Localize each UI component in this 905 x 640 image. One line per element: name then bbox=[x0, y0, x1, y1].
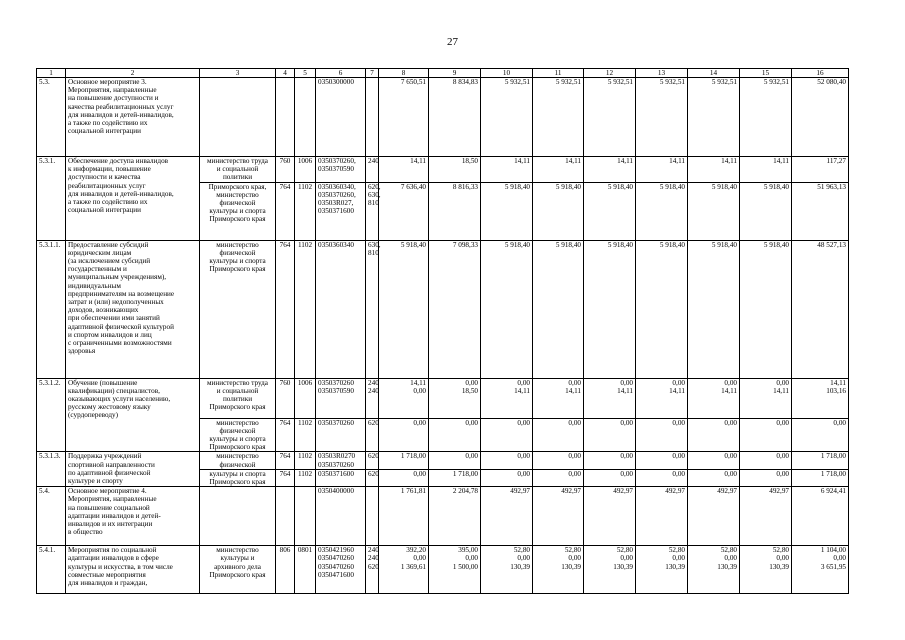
target-article-code: 0350300000 bbox=[316, 78, 366, 157]
amount-cell: 52,80 0,00 130,39 bbox=[584, 546, 636, 594]
amount-cell: 2 204,78 bbox=[429, 487, 481, 546]
amount-cell: 0,00 bbox=[584, 418, 636, 452]
amount-cell: 492,97 bbox=[740, 487, 792, 546]
row-number: 5.3.1.1. bbox=[37, 240, 66, 378]
executor bbox=[200, 487, 276, 546]
row-number: 5.3.1.3. bbox=[37, 452, 66, 487]
amount-cell: 0,00 bbox=[379, 418, 429, 452]
amount-cell: 18,50 bbox=[429, 157, 481, 183]
amount-cell: 1 718,00 bbox=[379, 452, 429, 469]
table-row bbox=[37, 452, 849, 469]
grbs-code: 764 bbox=[276, 418, 295, 452]
expense-type-code bbox=[366, 78, 379, 157]
amount-cell: 14,11 bbox=[688, 157, 740, 183]
target-article-code: 03503R0270 0350370260 bbox=[316, 452, 366, 469]
grbs-code: 806 bbox=[276, 546, 295, 594]
amount-cell: 0,00 bbox=[429, 418, 481, 452]
column-header: 10 bbox=[481, 69, 533, 78]
amount-cell: 14,11 0,00 bbox=[379, 378, 429, 418]
amount-cell: 6 924,41 bbox=[792, 487, 849, 546]
amount-cell: 52,80 0,00 130,39 bbox=[636, 546, 688, 594]
column-header: 2 bbox=[66, 69, 200, 78]
amount-cell: 5 932,51 bbox=[688, 78, 740, 157]
target-article-code: 0350360340, 0350370260, 03503R027, 0350371600 bbox=[316, 182, 366, 240]
amount-cell: 0,00 14,11 bbox=[584, 378, 636, 418]
amount-cell: 5 918,40 bbox=[740, 240, 792, 378]
amount-cell: 5 932,51 bbox=[533, 78, 584, 157]
section-code: 1006 bbox=[295, 157, 316, 183]
amount-cell: 52,80 0,00 130,39 bbox=[533, 546, 584, 594]
table-row bbox=[37, 487, 849, 546]
column-header: 16 bbox=[792, 69, 849, 78]
amount-cell: 0,00 bbox=[429, 452, 481, 469]
amount-cell: 492,97 bbox=[533, 487, 584, 546]
grbs-code: 760 bbox=[276, 378, 295, 418]
amount-cell: 0,00 14,11 bbox=[481, 378, 533, 418]
target-article-code: 0350370260 0350370590 bbox=[316, 378, 366, 418]
amount-cell: 51 963,13 bbox=[792, 182, 849, 240]
expense-type-code: 240 240 bbox=[366, 378, 379, 418]
section-code bbox=[295, 78, 316, 157]
executor: министерство физической bbox=[200, 452, 276, 469]
column-header: 6 bbox=[316, 69, 366, 78]
expense-type-code: 630, 810 bbox=[366, 240, 379, 378]
amount-cell: 5 918,40 bbox=[533, 182, 584, 240]
column-header: 5 bbox=[295, 69, 316, 78]
row-number: 5.4. bbox=[37, 487, 66, 546]
amount-cell: 0,00 bbox=[481, 452, 533, 469]
expense-type-code: 620, 630, 810 bbox=[366, 182, 379, 240]
amount-cell: 14,11 bbox=[379, 157, 429, 183]
table-row bbox=[37, 240, 849, 378]
amount-cell: 7 636,40 bbox=[379, 182, 429, 240]
grbs-code: 764 bbox=[276, 182, 295, 240]
amount-cell: 1 718,00 bbox=[429, 469, 481, 486]
amount-cell: 5 932,51 bbox=[636, 78, 688, 157]
amount-cell: 395,00 0,00 1 500,00 bbox=[429, 546, 481, 594]
amount-cell: 52 080,40 bbox=[792, 78, 849, 157]
amount-cell: 392,20 0,00 1 369,61 bbox=[379, 546, 429, 594]
amount-cell: 0,00 bbox=[636, 418, 688, 452]
target-article-code: 0350400000 bbox=[316, 487, 366, 546]
amount-cell: 0,00 14,11 bbox=[533, 378, 584, 418]
amount-cell: 14,11 bbox=[636, 157, 688, 183]
amount-cell: 0,00 bbox=[481, 418, 533, 452]
executor: министерство труда и социальной политики bbox=[200, 157, 276, 183]
expense-type-code: 240 bbox=[366, 157, 379, 183]
executor bbox=[200, 78, 276, 157]
executor: Приморского края, министерство физической культуры и спорта Приморского края bbox=[200, 182, 276, 240]
column-header: 9 bbox=[429, 69, 481, 78]
target-article-code: 0350371600 bbox=[316, 469, 366, 486]
amount-cell: 0,00 bbox=[740, 452, 792, 469]
amount-cell: 0,00 bbox=[688, 418, 740, 452]
amount-cell: 48 527,13 bbox=[792, 240, 849, 378]
amount-cell: 14,11 103,16 bbox=[792, 378, 849, 418]
section-code: 1102 bbox=[295, 452, 316, 469]
activity-name: Обеспечение доступа инвалидов к информации, повышение доступности и качества реабилитационных услуг для инвалидов и детей-инвалидов, а также по содействию их социальной интеграции bbox=[66, 157, 200, 241]
amount-cell: 14,11 bbox=[584, 157, 636, 183]
table-row bbox=[37, 157, 849, 183]
amount-cell: 0,00 14,11 bbox=[740, 378, 792, 418]
amount-cell: 1 718,00 bbox=[792, 452, 849, 469]
activity-name: Предоставление субсидий юридическим лицам (за исключением субсидий государственным и муниципальным учреждениям), индивидуальным предпринимателям на возмещение затрат и (или) недополученных доходов, возникающих при обеспечении ими занятий адаптивной физической культурой и спортом инвалидов и лиц с ограниченными возможностями здоровья bbox=[66, 240, 200, 378]
amount-cell: 5 918,40 bbox=[688, 182, 740, 240]
amount-cell: 1 718,00 bbox=[792, 469, 849, 486]
executor: министерство культуры и архивного дела Приморского края bbox=[200, 546, 276, 594]
executor: культуры и спорта Приморского края bbox=[200, 469, 276, 486]
amount-cell: 5 918,40 bbox=[481, 182, 533, 240]
amount-cell: 52,80 0,00 130,39 bbox=[740, 546, 792, 594]
budget-table bbox=[36, 68, 849, 594]
amount-cell: 0,00 bbox=[688, 452, 740, 469]
activity-name: Основное мероприятие 3. Мероприятия, направленные на повышение доступности и качества реабилитационных услуг для инвалидов и детей-инвалидов, а также по содействию их социальной интеграции bbox=[66, 78, 200, 157]
table-row bbox=[37, 546, 849, 594]
column-header: 13 bbox=[636, 69, 688, 78]
amount-cell: 14,11 bbox=[481, 157, 533, 183]
grbs-code: 764 bbox=[276, 469, 295, 486]
activity-name: Мероприятия по социальной адаптации инвалидов в сфере культуры и искусства, в том числе совместные мероприятия для инвалидов и граждан, bbox=[66, 546, 200, 594]
amount-cell: 5 918,40 bbox=[584, 240, 636, 378]
amount-cell: 0,00 bbox=[792, 418, 849, 452]
amount-cell: 0,00 bbox=[636, 452, 688, 469]
column-header: 8 bbox=[379, 69, 429, 78]
amount-cell: 5 918,40 bbox=[688, 240, 740, 378]
amount-cell: 1 104,00 0,00 3 651,95 bbox=[792, 546, 849, 594]
target-article-code: 0350360340 bbox=[316, 240, 366, 378]
grbs-code bbox=[276, 487, 295, 546]
expense-type-code: 620 bbox=[366, 469, 379, 486]
amount-cell: 0,00 bbox=[740, 469, 792, 486]
section-code: 0801 bbox=[295, 546, 316, 594]
amount-cell: 8 816,33 bbox=[429, 182, 481, 240]
amount-cell: 0,00 14,11 bbox=[688, 378, 740, 418]
grbs-code: 764 bbox=[276, 452, 295, 469]
row-number: 5.4.1. bbox=[37, 546, 66, 594]
amount-cell: 492,97 bbox=[688, 487, 740, 546]
grbs-code bbox=[276, 78, 295, 157]
amount-cell: 0,00 14,11 bbox=[636, 378, 688, 418]
amount-cell: 5 918,40 bbox=[379, 240, 429, 378]
amount-cell: 492,97 bbox=[636, 487, 688, 546]
target-article-code: 0350421960 0350470260 0350470260 0350471600 bbox=[316, 546, 366, 594]
amount-cell: 5 932,51 bbox=[584, 78, 636, 157]
amount-cell: 5 918,40 bbox=[740, 182, 792, 240]
section-code: 1102 bbox=[295, 469, 316, 486]
column-header: 1 bbox=[37, 69, 66, 78]
column-numbers-row bbox=[37, 69, 849, 78]
amount-cell: 492,97 bbox=[584, 487, 636, 546]
amount-cell: 0,00 bbox=[533, 452, 584, 469]
amount-cell: 0,00 18,50 bbox=[429, 378, 481, 418]
executor: министерство труда и социальной политики Приморского края bbox=[200, 378, 276, 418]
expense-type-code: 620 bbox=[366, 418, 379, 452]
section-code: 1102 bbox=[295, 240, 316, 378]
activity-name: Основное мероприятие 4. Мероприятия, направленные на повышение социальной адаптации инвалидов и детей- инвалидов и их интеграции в общество bbox=[66, 487, 200, 546]
amount-cell: 5 918,40 bbox=[636, 182, 688, 240]
target-article-code: 0350370260 bbox=[316, 418, 366, 452]
column-header: 4 bbox=[276, 69, 295, 78]
amount-cell: 117,27 bbox=[792, 157, 849, 183]
column-header: 14 bbox=[688, 69, 740, 78]
amount-cell: 0,00 bbox=[584, 469, 636, 486]
executor: министерство физической культуры и спорта Приморского края bbox=[200, 418, 276, 452]
section-code: 1006 bbox=[295, 378, 316, 418]
amount-cell: 52,80 0,00 130,39 bbox=[688, 546, 740, 594]
row-number: 5.3.1.2. bbox=[37, 378, 66, 452]
amount-cell: 1 761,81 bbox=[379, 487, 429, 546]
amount-cell: 0,00 bbox=[481, 469, 533, 486]
amount-cell: 14,11 bbox=[533, 157, 584, 183]
target-article-code: 0350370260, 0350370590 bbox=[316, 157, 366, 183]
amount-cell: 0,00 bbox=[740, 418, 792, 452]
amount-cell: 52,80 0,00 130,39 bbox=[481, 546, 533, 594]
amount-cell: 0,00 bbox=[584, 452, 636, 469]
column-header: 7 bbox=[366, 69, 379, 78]
amount-cell: 7 650,51 bbox=[379, 78, 429, 157]
amount-cell: 5 918,40 bbox=[533, 240, 584, 378]
amount-cell: 5 918,40 bbox=[636, 240, 688, 378]
executor: министерство физической культуры и спорта Приморского края bbox=[200, 240, 276, 378]
section-code: 1102 bbox=[295, 182, 316, 240]
row-number: 5.3. bbox=[37, 78, 66, 157]
column-header: 15 bbox=[740, 69, 792, 78]
amount-cell: 5 932,51 bbox=[481, 78, 533, 157]
table-row bbox=[37, 378, 849, 418]
amount-cell: 8 834,83 bbox=[429, 78, 481, 157]
section-code: 1102 bbox=[295, 418, 316, 452]
amount-cell: 5 918,40 bbox=[584, 182, 636, 240]
grbs-code: 760 bbox=[276, 157, 295, 183]
column-header: 11 bbox=[533, 69, 584, 78]
grbs-code: 764 bbox=[276, 240, 295, 378]
amount-cell: 5 918,40 bbox=[481, 240, 533, 378]
column-header: 12 bbox=[584, 69, 636, 78]
expense-type-code: 620 bbox=[366, 452, 379, 469]
activity-name: Поддержка учреждений спортивной направленности по адаптивной физической культуре и спорту bbox=[66, 452, 200, 487]
column-header: 3 bbox=[200, 69, 276, 78]
activity-name: Обучение (повышение квалификации) специалистов, оказывающих услуги населению, русскому жестовому языку (сурдопереводу) bbox=[66, 378, 200, 452]
amount-cell: 5 932,51 bbox=[740, 78, 792, 157]
amount-cell: 14,11 bbox=[740, 157, 792, 183]
amount-cell: 0,00 bbox=[636, 469, 688, 486]
amount-cell: 0,00 bbox=[379, 469, 429, 486]
row-number: 5.3.1. bbox=[37, 157, 66, 241]
expense-type-code bbox=[366, 487, 379, 546]
amount-cell: 0,00 bbox=[533, 418, 584, 452]
amount-cell: 0,00 bbox=[533, 469, 584, 486]
table-row bbox=[37, 78, 849, 157]
page-number: 27 bbox=[447, 36, 458, 48]
section-code bbox=[295, 487, 316, 546]
amount-cell: 7 098,33 bbox=[429, 240, 481, 378]
expense-type-code: 240 240 620 bbox=[366, 546, 379, 594]
amount-cell: 492,97 bbox=[481, 487, 533, 546]
amount-cell: 0,00 bbox=[688, 469, 740, 486]
